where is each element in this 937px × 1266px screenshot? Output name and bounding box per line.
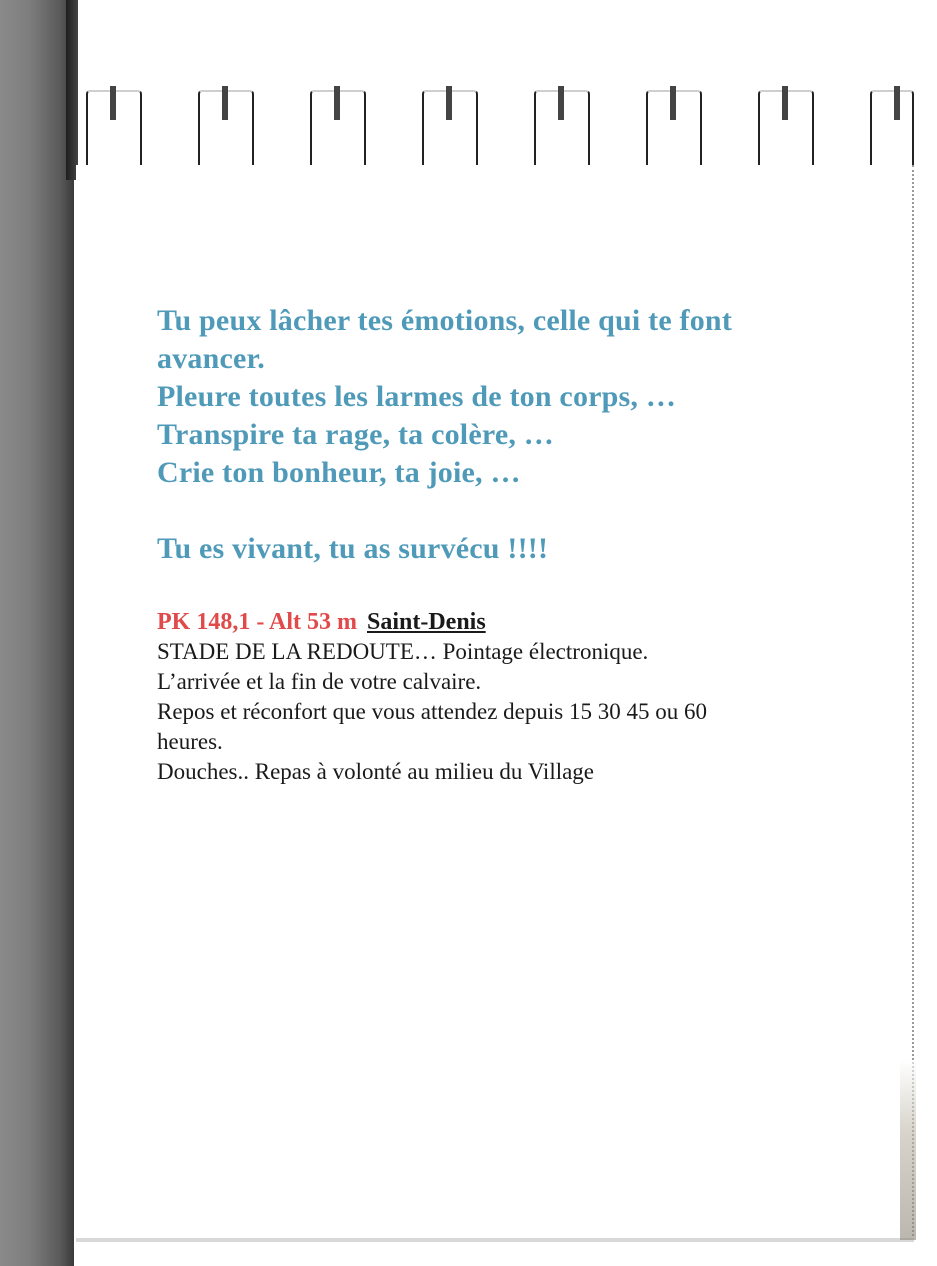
page-edge-shadow <box>900 1060 916 1240</box>
checkpoint-line: STADE DE LA REDOUTE… Pointage électronique. <box>157 639 649 664</box>
poem-line: avancer. <box>157 342 265 375</box>
page-bottom-edge <box>76 1238 914 1242</box>
poem-line: Crie ton bonheur, ta joie, … <box>157 456 521 489</box>
poem-block <box>157 302 857 568</box>
checkpoint-line: Douches.. Repas à volonté au milieu du Village <box>157 759 595 784</box>
poem-line: Transpire ta rage, ta colère, … <box>157 418 554 451</box>
poem-line: Tu peux lâcher tes émotions, celle qui te font <box>157 304 733 337</box>
poem-line: Pleure toutes les larmes de ton corps, … <box>157 380 677 413</box>
checkpoint-section <box>157 607 857 787</box>
poem-spacer <box>157 492 857 530</box>
checkpoint-line: L’arrivée et la fin de votre calvaire. <box>157 669 482 694</box>
checkpoint-line: Repos et réconfort que vous attendez depuis 15 30 45 ou 60 <box>157 699 707 724</box>
poem-text <box>157 302 857 568</box>
checkpoint-pk-altitude: PK 148,1 - Alt 53 m <box>157 609 357 635</box>
checkpoint-heading <box>157 607 857 637</box>
checkpoint-place: Saint-Denis <box>366 609 486 635</box>
spiral-binding <box>76 40 916 170</box>
checkpoint-line: heures. <box>157 729 223 754</box>
poem-closing-line: Tu es vivant, tu as survécu !!!! <box>157 532 549 565</box>
scanner-edge <box>0 0 74 1266</box>
